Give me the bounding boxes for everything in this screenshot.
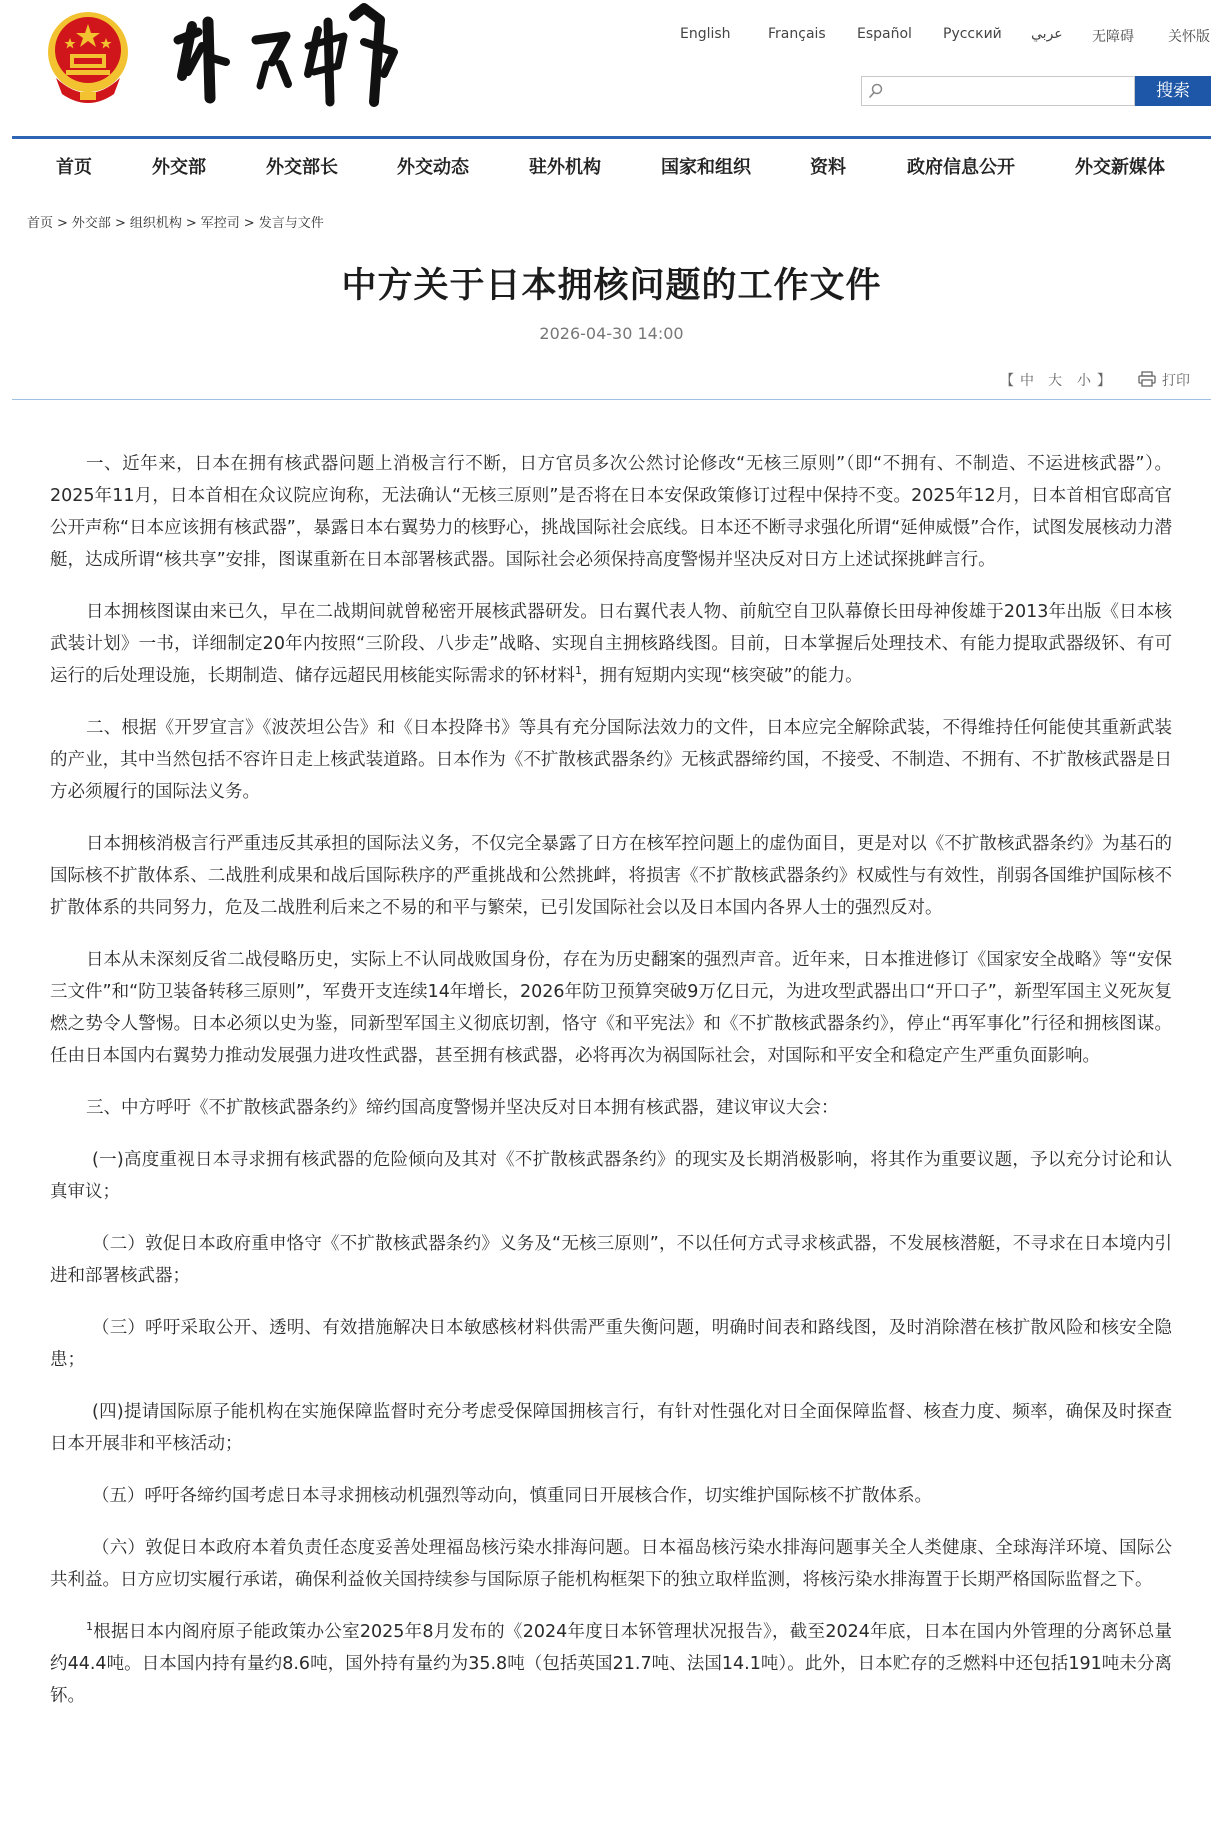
page-title: 中方关于日本拥核问题的工作文件: [341, 266, 882, 306]
font-size-bracket-close: 】: [1097, 373, 1111, 389]
nav-item-diplomatic-news[interactable]: 外交动态: [397, 157, 469, 178]
font-size-medium-button[interactable]: 大: [1048, 373, 1062, 389]
article-paragraph: 日本拥核消极言行严重违反其承担的国际法义务，不仅完全暴露了日方在核军控问题上的虚伪面目，更是对以《不扩散核武器条约》为基石的国际核不扩散体系、二战胜利成果和战后国际秩序的严重挑战和公然挑衅，将损害《不扩散核武器条约》权威性与有效性，削弱各国维护国际核不扩散体系的共同努力，危及二战胜利后来之不易的和平与繁荣，已引发国际社会以及日本国内各界人士的强烈反对。: [50, 834, 1172, 918]
font-size-bracket-open: 【: [1000, 373, 1014, 389]
print-button[interactable]: 打印: [1162, 373, 1190, 389]
paragraph-text: ，拥有短期内实现“核突破”的能力。: [582, 666, 863, 686]
article-paragraph: （六）敦促日本政府本着负责任态度妥善处理福岛核污染水排海问题。日本福岛核污染水排海问题事关全人类健康、全球海洋环境、国际公共利益。日方应切实履行承诺，确保利益攸关国持续参与国际原子能机构框架下的独立取样监测，将核污染水排海置于长期严格国际监督之下。: [50, 1538, 1172, 1590]
lang-link-russian[interactable]: Русский: [943, 26, 1002, 42]
search-input[interactable]: [890, 79, 1126, 103]
footnote-text: 根据日本内阁府原子能政策办公室2025年8月发布的《2024年度日本钚管理状况报告》，截至2024年底，日本在国内外管理的分离钚总量约44.4吨。日本国内持有量约8.6吨，国外持有量约为35.8吨（包括英国21.7吨、法国14.1吨）。此外，日本贮存的乏燃料中还包括191吨未分离钚。: [50, 1622, 1172, 1706]
article-paragraph: 一、近年来，日本在拥有核武器问题上消极言行不断，日方官员多次公然讨论修改“无核三原则”（即“不拥有、不制造、不运进核武器”）。2025年11月，日本首相在众议院应询称，无法确认“无核三原则”是否将在日本安保政策修订过程中保持不变。2025年12月，日本首相官邸高官公开声称“日本应该拥有核武器”，暴露日本右翼势力的核野心，挑战国际社会底线。日本还不断寻求强化所谓“延伸威慑”合作，试图发展核动力潜艇，达成所谓“核共享”安排，图谋重新在日本部署核武器。国际社会必须保持高度警惕并坚决反对日方上述试探挑衅言行。: [50, 454, 1172, 570]
breadcrumb-separator: >: [185, 216, 197, 231]
breadcrumb-separator: >: [57, 216, 68, 231]
font-size-large-button[interactable]: 中: [1020, 373, 1034, 389]
language-switcher: [680, 26, 1215, 48]
nav-item-new-media[interactable]: 外交新媒体: [1075, 157, 1165, 178]
lang-link-spanish[interactable]: Español: [857, 26, 912, 42]
main-nav: [0, 139, 1223, 189]
footnote-marker: 1: [86, 1620, 93, 1634]
article-body: [50, 448, 1172, 1732]
article-divider: [12, 399, 1211, 400]
national-emblem-icon: [42, 8, 134, 104]
footnote: [50, 1616, 1172, 1712]
search-box: [861, 76, 1135, 106]
article-paragraph: (四)提请国际原子能机构在实施保障监督时充分考虑受保障国拥核言行，有针对性强化对日全面保障监督、核查力度、频率，确保及时探查日本开展非和平核活动；: [50, 1402, 1172, 1454]
nav-item-resources[interactable]: 资料: [810, 157, 846, 178]
search-icon: [868, 83, 884, 99]
article-paragraph: 日本从未深刻反省二战侵略历史，实际上不认同战败国身份，存在为历史翻案的强烈声音。近年来，日本推进修订《国家安全战略》等“安保三文件”和“防卫装备转移三原则”，军费开支连续14年增长，2026年防卫预算突破9万亿日元，为进攻型武器出口“开口子”，新型军国主义死灰复燃之势令人警惕。日本必须以史为鉴，同新型军国主义彻底切割，恪守《和平宪法》和《不扩散核武器条约》，停止“再军事化”行径和拥核图谋。任由日本国内右翼势力推动发展强力进攻性武器，甚至拥有核武器，必将再次为祸国际社会，对国际和平安全和稳定产生严重负面影响。: [50, 950, 1172, 1066]
breadcrumb-item-ministry[interactable]: 外交部: [71, 216, 111, 231]
breadcrumb-item-home[interactable]: 首页: [27, 216, 54, 231]
article-paragraph: （三）呼吁采取公开、透明、有效措施解决日本敏感核材料供需严重失衡问题，明确时间表和路线图，及时消除潜在核扩散风险和核安全隐患；: [50, 1318, 1172, 1370]
nav-item-missions-abroad[interactable]: 驻外机构: [529, 157, 601, 178]
article-paragraph: (一)高度重视日本寻求拥有核武器的危险倾向及其对《不扩散核武器条约》的现实及长期消极影响，将其作为重要议题，予以充分讨论和认真审议；: [50, 1150, 1172, 1202]
nav-item-gov-info[interactable]: 政府信息公开: [907, 157, 1015, 178]
article-paragraph: 二、根据《开罗宣言》《波茨坦公告》和《日本投降书》等具有充分国际法效力的文件，日本应完全解除武装，不得维持任何能使其重新武装的产业，其中当然包括不容许日走上核武装道路。日本作为《不扩散核武器条约》无核武器缔约国，不接受、不制造、不拥有、不扩散核武器是日方必须履行的国际法义务。: [50, 718, 1172, 802]
accessibility-link[interactable]: 无障碍: [1092, 29, 1134, 45]
printer-icon[interactable]: [1138, 371, 1156, 387]
lang-link-french[interactable]: Français: [768, 26, 826, 42]
footnote-ref[interactable]: 1: [575, 664, 582, 678]
article-paragraph: 三、中方呼吁《不扩散核武器条约》缔约国高度警惕并坚决反对日本拥有核武器，建议审议大会：: [86, 1098, 839, 1118]
breadcrumb-item-organization[interactable]: 组织机构: [129, 216, 182, 231]
site-header: [0, 0, 1223, 138]
publish-date: 2026-04-30 14:00: [539, 324, 684, 343]
nav-item-home[interactable]: 首页: [56, 157, 92, 178]
lang-link-english[interactable]: English: [680, 26, 731, 42]
article-paragraph: [50, 596, 1172, 692]
breadcrumb: [27, 212, 324, 231]
nav-item-ministry[interactable]: 外交部: [152, 157, 206, 178]
breadcrumb-item-statements[interactable]: 发言与文件: [258, 216, 324, 231]
nav-item-countries-orgs[interactable]: 国家和组织: [661, 157, 751, 178]
article-paragraph: （五）呼吁各缔约国考虑日本寻求拥核动机强烈等动向，慎重同日开展核合作，切实维护国际核不扩散体系。: [92, 1486, 932, 1506]
search-button[interactable]: 搜索: [1135, 76, 1211, 106]
breadcrumb-separator: >: [243, 216, 255, 231]
nav-item-minister[interactable]: 外交部长: [266, 157, 338, 178]
elderly-care-mode-link[interactable]: 关怀版: [1168, 29, 1210, 45]
article-paragraph: （二）敦促日本政府重申恪守《不扩散核武器条约》义务及“无核三原则”，不以任何方式寻求核武器，不发展核潜艇，不寻求在日本境内引进和部署核武器；: [50, 1234, 1172, 1286]
breadcrumb-separator: >: [114, 216, 126, 231]
paragraph-text: 日本拥核图谋由来已久，早在二战期间就曾秘密开展核武器研发。日右翼代表人物、前航空自卫队幕僚长田母神俊雄于2013年出版《日本核武装计划》一书，详细制定20年内按照“三阶段、八步走”战略、实现自主拥核路线图。目前，日本掌握后处理技术、有能力提取武器级钚、有可运行的后处理设施，长期制造、储存远超民用核能实际需求的钚材料: [50, 602, 1172, 686]
breadcrumb-item-arms-control[interactable]: 军控司: [200, 216, 240, 231]
font-size-small-button[interactable]: 小: [1077, 373, 1091, 389]
ministry-calligraphy-logo: [168, 2, 408, 124]
lang-link-arabic[interactable]: عربي: [1031, 26, 1063, 42]
